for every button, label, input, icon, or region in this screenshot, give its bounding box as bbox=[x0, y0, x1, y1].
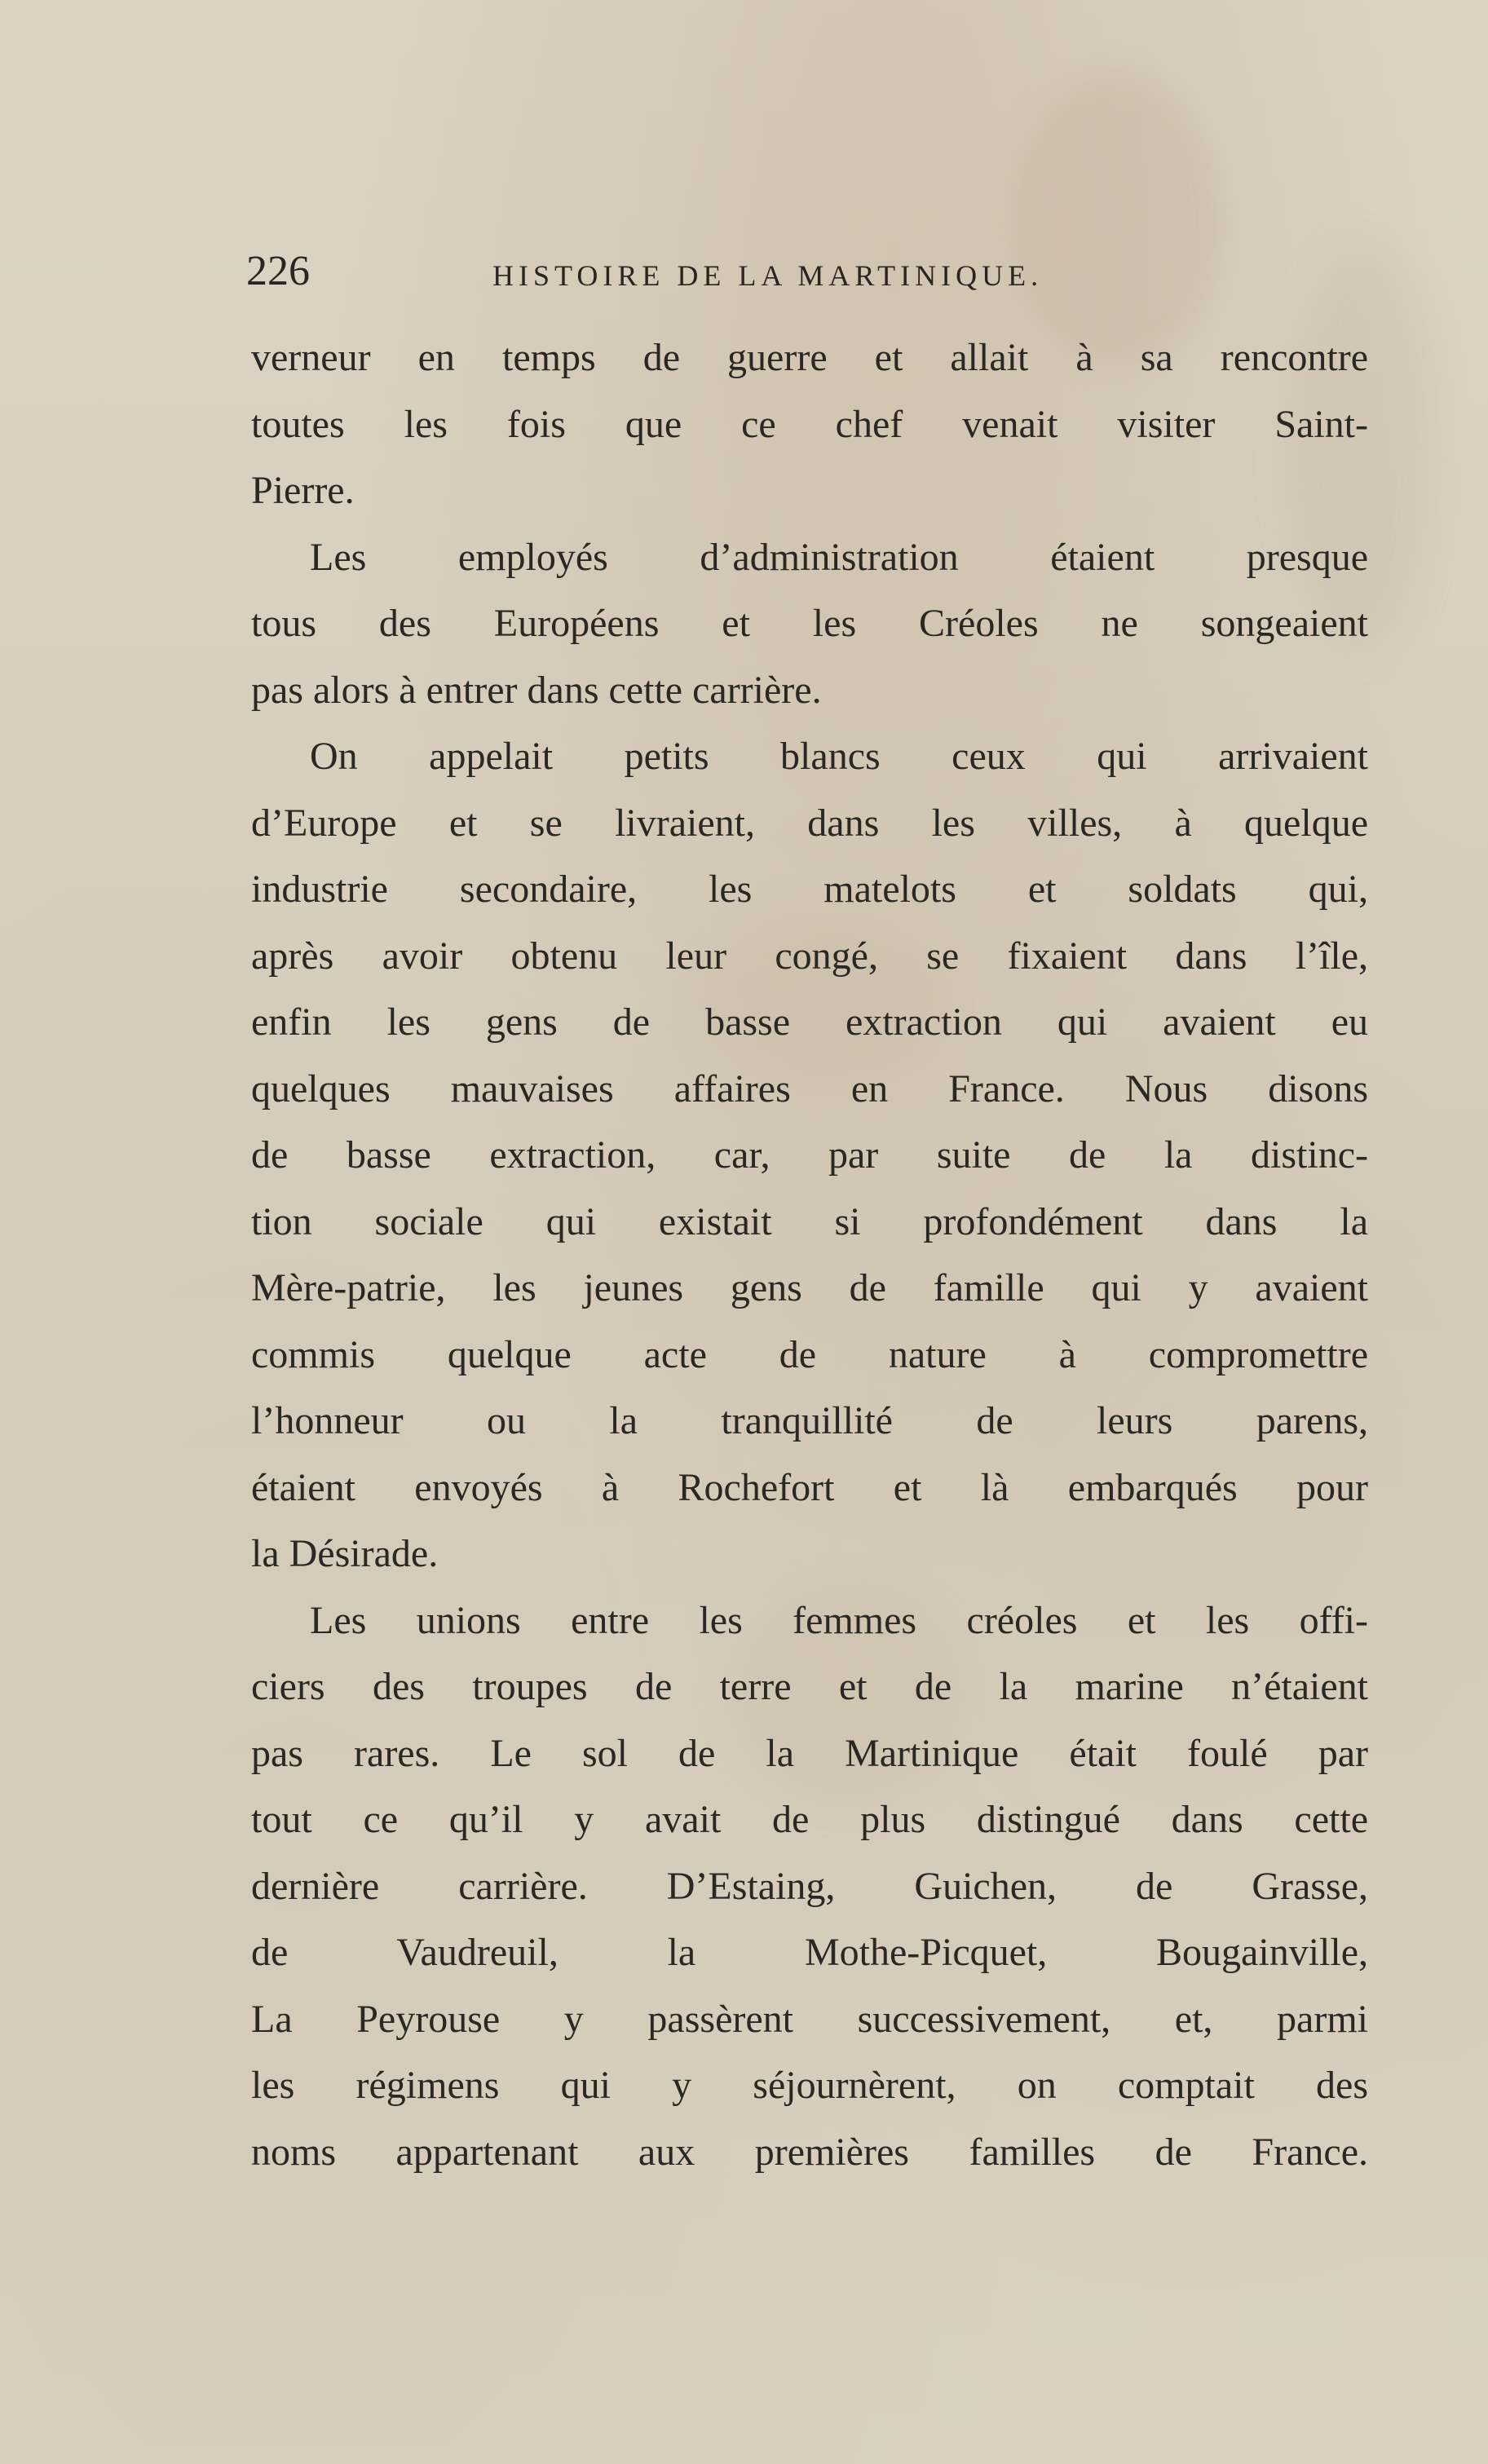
text-line: Les employés d’administration étaient presque bbox=[310, 535, 1368, 579]
text-line: On appelait petits blancs ceux qui arrivaient bbox=[310, 735, 1368, 778]
text-line: ciers des troupes de terre et de la marine n’étaient bbox=[251, 1665, 1368, 1708]
text-line: Pierre. bbox=[251, 469, 355, 512]
text-line: d’Europe et se livraient, dans les villes, à quelque bbox=[251, 801, 1368, 845]
text-line: verneur en temps de guerre et allait à sa rencontre bbox=[251, 336, 1368, 379]
text-line: pas rares. Le sol de la Martinique était foulé par bbox=[251, 1731, 1368, 1775]
text-line: tout ce qu’il y avait de plus distingué dans cette bbox=[251, 1798, 1368, 1841]
text-line: toutes les fois que ce chef venait visiter Saint- bbox=[251, 402, 1368, 446]
text-line: commis quelque acte de nature à compromettre bbox=[251, 1332, 1368, 1376]
text-line: dernière carrière. D’Estaing, Guichen, de Grasse, bbox=[251, 1864, 1368, 1908]
text-line: tion sociale qui existait si profondément dans la bbox=[251, 1199, 1368, 1243]
text-line: La Peyrouse y passèrent successivement, et, parmi bbox=[251, 1997, 1368, 2041]
page-header bbox=[246, 243, 1375, 300]
text-line: Mère-patrie, les jeunes gens de famille qui y avaient bbox=[251, 1266, 1368, 1309]
text-line: les régimens qui y séjournèrent, on comptait des bbox=[251, 2064, 1368, 2107]
page-number: 226 bbox=[246, 248, 310, 294]
text-line: de Vaudreuil, la Mothe-Picquet, Bougainville, bbox=[251, 1931, 1368, 1974]
running-title: HISTOIRE DE LA MARTINIQUE. bbox=[492, 259, 1044, 292]
text-line: pas alors à entrer dans cette carrière. bbox=[251, 668, 822, 712]
text-line: étaient envoyés à Rochefort et là embarqués pour bbox=[251, 1465, 1368, 1509]
text-line: tous des Européens et les Créoles ne songeaient bbox=[251, 602, 1368, 645]
text-line: quelques mauvaises affaires en France. Nous disons bbox=[251, 1066, 1368, 1111]
text-line: industrie secondaire, les matelots et soldats qui, bbox=[251, 868, 1368, 911]
text-line: de basse extraction, car, par suite de la distinc- bbox=[251, 1133, 1368, 1177]
text-line: Les unions entre les femmes créoles et les offi- bbox=[310, 1598, 1368, 1642]
body-text bbox=[251, 325, 1368, 2185]
paper-stain bbox=[1011, 73, 1223, 367]
text-line: après avoir obtenu leur congé, se fixaient dans l’île, bbox=[251, 934, 1368, 978]
text-line: la Désirade. bbox=[251, 1532, 439, 1575]
text-line: enfin les gens de basse extraction qui avaient eu bbox=[251, 1000, 1368, 1044]
text-line: l’honneur ou la tranquillité de leurs parens, bbox=[251, 1399, 1368, 1442]
text-line: noms appartenant aux premières familles de France. bbox=[251, 2130, 1368, 2174]
